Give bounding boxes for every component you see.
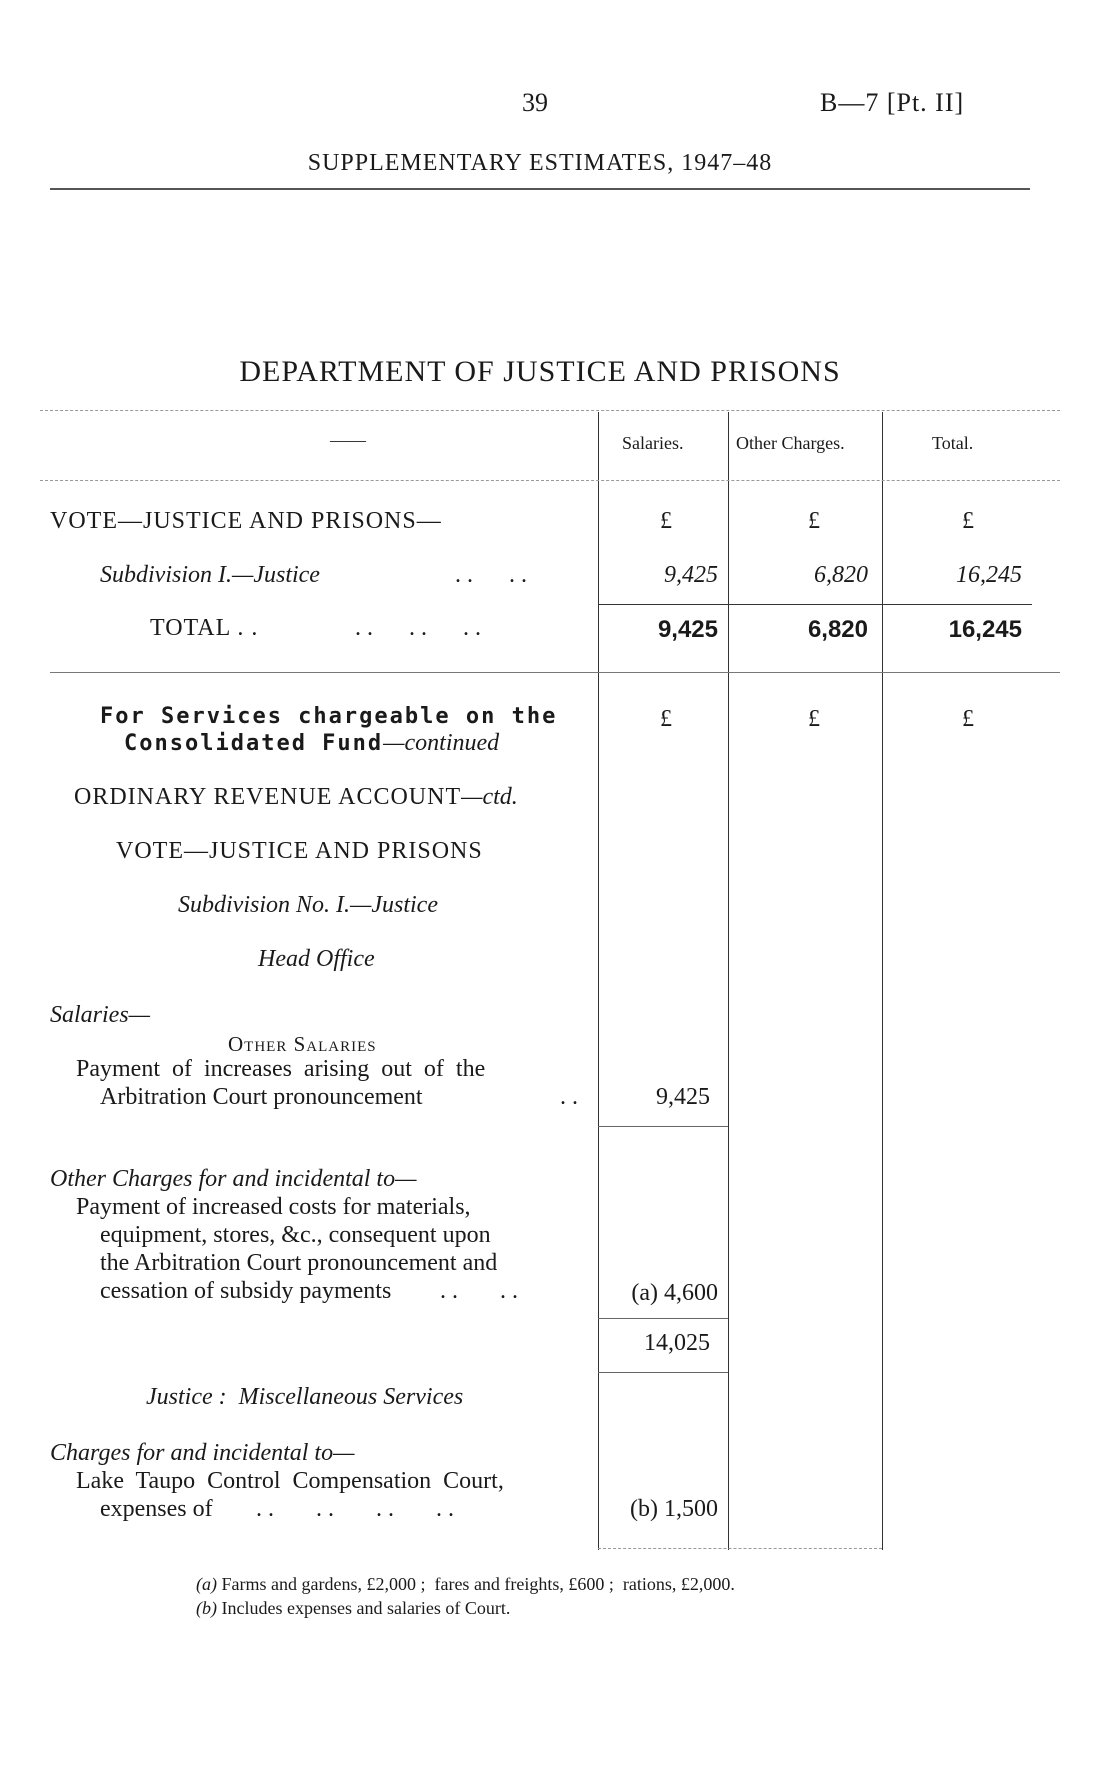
charges-salaries-value: (a) 4,600: [631, 1280, 718, 1306]
payment-line-2: Arbitration Court pronouncement: [100, 1084, 423, 1110]
page-title: DEPARTMENT OF JUSTICE AND PRISONS: [239, 355, 841, 388]
summary-total-salaries: 9,425: [657, 616, 718, 643]
summary-total-label: TOTAL . .: [150, 615, 259, 641]
other-charges-heading: Other Charges for and incidental to—: [50, 1166, 417, 1192]
page-number: 39: [522, 88, 548, 117]
summary-currency-other: £: [808, 508, 820, 534]
column-divider-1: [598, 412, 599, 1550]
lake-taupo-line-2: expenses of: [100, 1496, 213, 1522]
title-rule: [40, 410, 1060, 411]
summary-subdivision-total: 16,245: [956, 562, 1022, 588]
services-heading-fund: Consolidated Fund: [124, 731, 384, 756]
footnote-a-mark: (a): [196, 1574, 217, 1594]
subtotal-rule: [598, 1372, 728, 1373]
ordinary-revenue-ctd: —ctd.: [461, 784, 518, 810]
summary-total-rule: [598, 604, 1032, 605]
charges-dots: . . . .: [440, 1278, 518, 1304]
lake-taupo-salaries-value: (b) 1,500: [630, 1496, 718, 1522]
header-rule: [50, 188, 1030, 190]
summary-total-dots: . . . . . .: [355, 615, 481, 641]
footnote-b-mark: (b): [196, 1598, 217, 1618]
other-salaries-heading: Other Salaries: [228, 1032, 377, 1056]
lake-taupo-dots: . . . . . . . .: [256, 1496, 454, 1522]
header-other-charges: Other Charges.: [736, 433, 845, 453]
column-divider-2: [728, 412, 729, 1550]
charges-line-1: Payment of increased costs for materials,: [76, 1194, 471, 1220]
lake-taupo-line-1: Lake Taupo Control Compensation Court,: [76, 1468, 504, 1494]
summary-bottom-rule: [50, 672, 1060, 673]
summary-total-other: 6,820: [807, 616, 868, 643]
header-total: Total.: [932, 433, 974, 453]
table-bottom-rule: [598, 1548, 882, 1549]
services-heading-line1: For Services chargeable on the: [100, 704, 558, 729]
payment-dots: . .: [560, 1084, 578, 1110]
summary-subdivision-salaries: 9,425: [664, 562, 718, 588]
header-salaries: Salaries.: [622, 433, 684, 453]
charges-line-4: cessation of subsidy payments: [100, 1278, 392, 1304]
detail-currency-salaries: £: [660, 706, 672, 732]
ordinary-revenue-heading: [74, 784, 518, 811]
payment-line-1: Payment of increases arising out of the: [76, 1056, 486, 1082]
payment-salaries-value: 9,425: [656, 1084, 710, 1110]
charges-rule: [598, 1318, 728, 1319]
summary-subdivision-label: Subdivision I.—Justice: [100, 562, 320, 588]
head-office-heading: Head Office: [258, 946, 375, 972]
services-heading-continued: —continued: [383, 730, 500, 756]
footnote-b: [196, 1598, 510, 1619]
subtotal-value: 14,025: [644, 1330, 710, 1356]
header-blank-column: ——: [330, 430, 366, 450]
summary-subdivision-dots: . . . .: [455, 562, 527, 588]
services-heading-line2: [124, 730, 499, 757]
summary-currency-salaries: £: [660, 508, 672, 534]
footnote-b-text: Includes expenses and salaries of Court.: [221, 1598, 511, 1618]
footnote-a: [196, 1574, 735, 1595]
summary-total-total: 16,245: [948, 616, 1022, 643]
column-divider-3: [882, 412, 883, 1550]
salaries-heading: Salaries—: [50, 1002, 151, 1028]
subdivision-heading: Subdivision No. I.—Justice: [178, 892, 438, 918]
charges-incidental-heading: Charges for and incidental to—: [50, 1440, 355, 1466]
detail-currency-other: £: [808, 706, 820, 732]
ordinary-revenue-label: ORDINARY REVENUE ACCOUNT: [74, 784, 462, 810]
detail-currency-total: £: [962, 706, 974, 732]
footnote-a-text: Farms and gardens, £2,000 ; fares and freights, £600 ; rations, £2,000.: [221, 1574, 735, 1594]
misc-services-heading: Justice : Miscellaneous Services: [146, 1384, 464, 1410]
summary-vote-label: VOTE—JUSTICE AND PRISONS—: [50, 508, 442, 534]
summary-currency-total: £: [962, 508, 974, 534]
vote-heading: VOTE—JUSTICE AND PRISONS: [116, 838, 483, 864]
charges-line-3: the Arbitration Court pronouncement and: [100, 1250, 498, 1276]
charges-line-2: equipment, stores, &c., consequent upon: [100, 1222, 491, 1248]
header-rule: [40, 480, 1060, 481]
payment-rule: [598, 1126, 728, 1127]
document-reference: B—7 [Pt. II]: [820, 88, 965, 117]
page-subtitle: SUPPLEMENTARY ESTIMATES, 1947–48: [307, 150, 773, 176]
summary-subdivision-other: 6,820: [814, 562, 868, 588]
